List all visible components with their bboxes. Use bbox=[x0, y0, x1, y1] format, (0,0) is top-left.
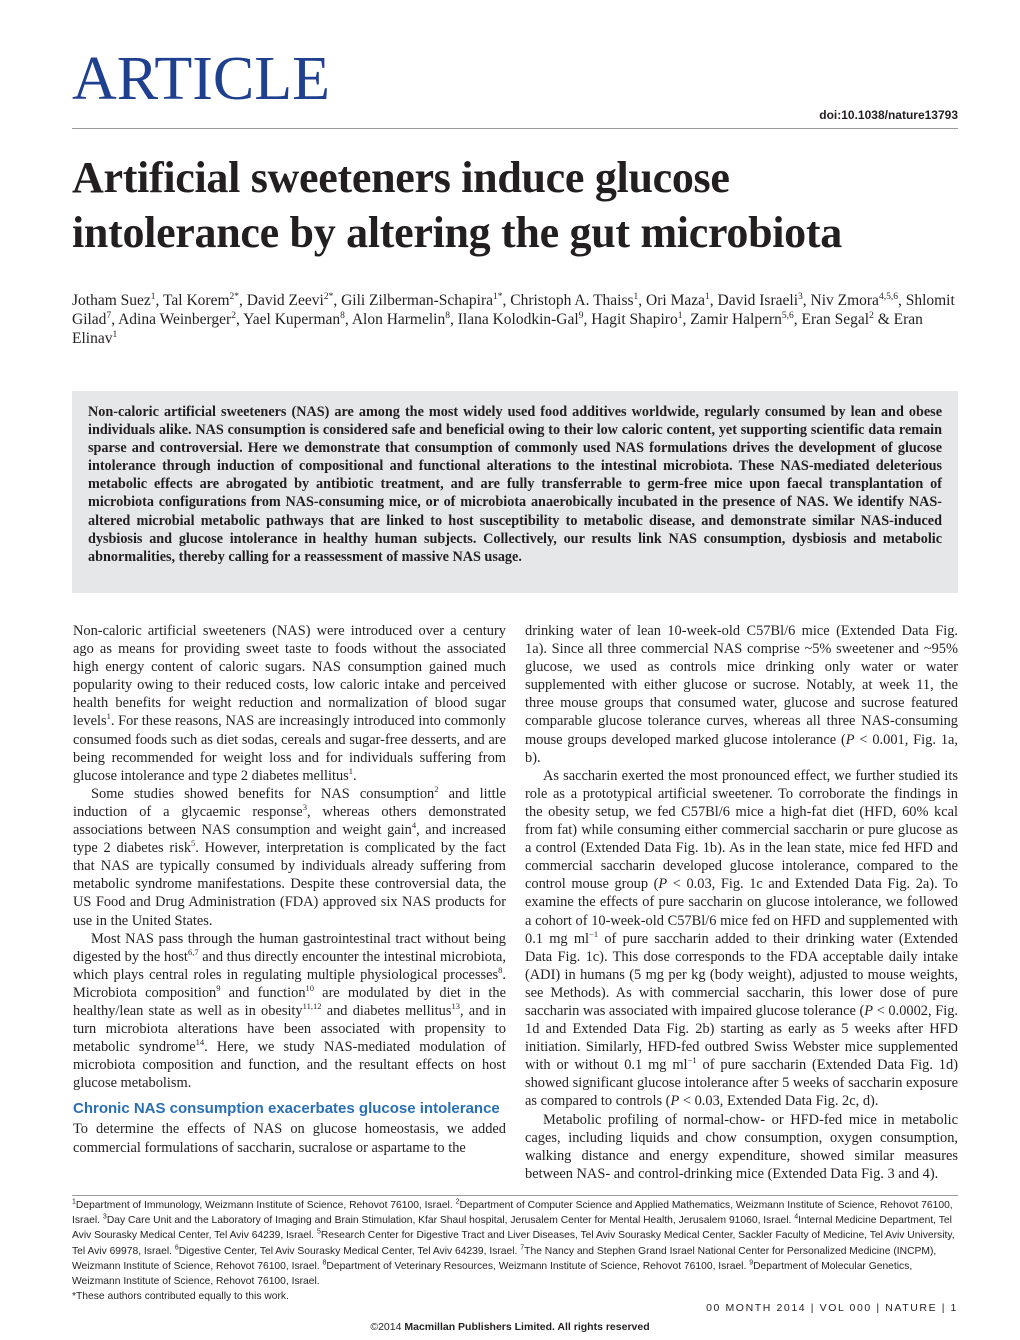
citation-ref[interactable]: 6,7 bbox=[187, 946, 199, 957]
copyright-text: Macmillan Publishers Limited. All rights reserved bbox=[404, 1321, 650, 1333]
header-divider bbox=[72, 128, 958, 129]
author-affiliation-ref: 1 bbox=[705, 291, 710, 302]
unit-exponent: −1 bbox=[589, 928, 599, 939]
citation-ref[interactable]: 8 bbox=[498, 964, 503, 975]
citation-ref[interactable]: 3 bbox=[302, 802, 307, 813]
title-line-1: Artificial sweeteners induce glucose bbox=[72, 153, 730, 202]
paragraph: Most NAS pass through the human gastrointestinal tract without being digested by the host$^{6,7}$ and thus directly encounter the intestinal microbiota, which plays central roles in regulating multiple physiological processes$^8$. Microbiota composition$^9$ and function$^{10}$ are modulated by diet in the healthy/lean state as well as in obesity$^{11,12}$ and diabetes mellitus$^{13}$, and in turn microbiota alterations have been associated with propensity to metabolic syndrome$^{14}$. Here, we study NAS-mediated modulation of microbiota composition and function, and the resultant effects on host glucose metabolism. bbox=[73, 930, 507, 1092]
author-affiliation-ref: 7 bbox=[106, 310, 112, 321]
equal-contribution-note: *These authors contributed equally to this work. bbox=[72, 1291, 289, 1303]
affiliation-text: The Nancy and Stephen Grand Israel National Center for Personalized Medicine (INCPM), Weizmann Institute of Science, Rehovot 76100, Israel. bbox=[72, 1245, 937, 1272]
page-footer-issue: 00 MONTH 2014 | VOL 000 | NATURE | 1 bbox=[706, 1302, 958, 1314]
paragraph: Metabolic profiling of normal-chow- or HFD-fed mice in metabolic cages, including liquids and chow consumption, oxygen consumption, walking distance and energy expenditure, showed similar measures between NAS- and control-drinking mice (Extended Data Fig. 3 and 4). bbox=[525, 1111, 958, 1182]
abstract-box bbox=[72, 391, 958, 593]
author-affiliation-ref: 1 bbox=[150, 291, 156, 302]
author-name[interactable]: Ori Maza bbox=[646, 292, 706, 309]
author-name[interactable]: Tal Korem bbox=[163, 292, 230, 309]
author-name[interactable]: Yael Kuperman bbox=[243, 311, 341, 328]
author-name[interactable]: Ilana Kolodkin-Gal bbox=[457, 311, 579, 328]
citation-ref[interactable]: 5 bbox=[191, 838, 196, 849]
author-name[interactable]: Christoph A. Thaiss bbox=[510, 292, 634, 309]
author-name[interactable]: Gili Zilberman-Schapira bbox=[341, 292, 493, 309]
affiliation-text: Research Center for Digestive Tract and Liver Diseases, Tel Aviv Sourasky Medical Center, Sackler Faculty of Medicine, Tel Aviv University, Tel Aviv 69978, Israel. bbox=[72, 1230, 955, 1257]
copyright-notice bbox=[0, 1321, 1020, 1333]
author-affiliation-ref: 5,6 bbox=[781, 310, 794, 321]
affiliation-text: Internal Medicine Department, Tel Aviv Sourasky Medical Center, Tel Aviv 64239, Israel. bbox=[72, 1215, 952, 1242]
author-affiliation-ref: 3 bbox=[798, 291, 803, 302]
citation-ref[interactable]: 1 bbox=[348, 765, 353, 776]
affiliation-number: 3 bbox=[102, 1213, 107, 1221]
author-affiliation-ref: 2* bbox=[323, 291, 334, 302]
affiliation-text: Department of Computer Science and Applied Mathematics, Weizmann Institute of Science, Rehovot 76100, Israel. bbox=[72, 1200, 953, 1227]
affiliation-number: 2 bbox=[455, 1198, 460, 1206]
paragraph: As saccharin exerted the most pronounced effect, we further studied its role as a prototypical artificial sweetener. To corroborate the findings in the obesity setup, we fed C57Bl/6 mice a high-fat diet (HFD, 60% kcal from fat) while consuming either commercial saccharin or pure glucose as a control (Extended Data Fig. 1b). As in the lean state, mice fed HFD and commercial saccharin developed glucose intolerance, compared to the control mouse group (P < 0.03, Fig. 1c and Extended Data Fig. 2a). To examine the effects of pure saccharin on glucose intolerance, we followed a cohort of 10-week-old C57Bl/6 mice fed on HFD and supplemented with 0.1 mg $ml^{-1}$ of pure saccharin added to their drinking water (Extended Data Fig. 1c). This dose corresponds to the FDA acceptable daily intake (ADI) in humans (5 mg per kg (body weight), adjusted to mouse weights, see Methods). As with commercial saccharin, this lower dose of pure saccharin was associated with impaired glucose tolerance (P < 0.0002, Fig. 1d and Extended Data Fig. 2b) starting as early as 5 weeks after HFD initiation. Similarly, HFD-fed outbred Swiss Webster mice supplemented with or without 0.1 mg $ml^{-1}$ of pure saccharin (Extended Data Fig. 1d) showed significant glucose intolerance after 5 weeks of saccharin exposure as compared to controls (P < 0.03, Extended Data Fig. 2c, d). bbox=[525, 767, 958, 1110]
author-name[interactable]: Eran Elinav bbox=[72, 311, 923, 347]
abstract-text: Non-caloric artificial sweeteners (NAS) are among the most widely used food additives worldwide, regularly consumed by lean and obese individuals alike. NAS consumption is considered safe and beneficial owing to their low caloric content, yet supporting scientific data remain sparse and controversial. Here we demonstrate that consumption of commonly used NAS formulations drives the development of glucose intolerance through induction of compositional and functional alterations to the intestinal microbiota. These NAS-mediated deleterious metabolic effects are abrogated by antibiotic treatment, and are fully transferrable to germ-free mice upon faecal transplantation of microbiota configurations from NAS-consuming mice, or of microbiota anaerobically incubated in the presence of NAS. We identify NAS-altered microbial metabolic pathways that are linked to host susceptibility to metabolic disease, and demonstrate similar NAS-induced dysbiosis and glucose intolerance in healthy human subjects. Collectively, our results link NAS consumption, dysbiosis and metabolic abnormalities, thereby calling for a reassessment of massive NAS usage. bbox=[88, 404, 942, 565]
citation-ref[interactable]: 2 bbox=[434, 784, 439, 795]
author-affiliation-ref: 2 bbox=[231, 310, 236, 321]
copyright-year: ©2014 bbox=[370, 1321, 405, 1333]
author-name[interactable]: Jotham Suez bbox=[72, 292, 151, 309]
author-affiliation-ref: 9 bbox=[578, 310, 584, 321]
citation-ref[interactable]: 13 bbox=[451, 1001, 460, 1012]
affiliation-text: Department of Immunology, Weizmann Institute of Science, Rehovot 76100, Israel. bbox=[75, 1200, 456, 1211]
author-name[interactable]: David Israeli bbox=[717, 292, 798, 309]
author-name[interactable]: Hagit Shapiro bbox=[591, 311, 678, 328]
affiliation-list bbox=[72, 1200, 955, 1287]
affiliation-number: 5 bbox=[316, 1228, 321, 1236]
citation-ref[interactable]: 14 bbox=[195, 1037, 205, 1048]
affiliations bbox=[72, 1198, 960, 1304]
citation-ref[interactable]: 1 bbox=[106, 711, 111, 722]
affiliation-number: 7 bbox=[520, 1244, 525, 1252]
author-name[interactable]: Adina Weinberger bbox=[118, 311, 232, 328]
affiliation-number: 8 bbox=[322, 1259, 327, 1267]
footnote-divider bbox=[72, 1195, 958, 1196]
author-name[interactable]: Eran Segal bbox=[801, 311, 870, 328]
author-affiliation-ref: 1 bbox=[633, 291, 639, 302]
affiliation-number: 4 bbox=[794, 1213, 799, 1221]
citation-ref[interactable]: 9 bbox=[216, 983, 221, 994]
body-column-left bbox=[73, 622, 506, 1157]
author-affiliation-ref: 1 bbox=[677, 310, 683, 321]
doi[interactable]: doi:10.1038/nature13793 bbox=[819, 108, 958, 122]
unit-exponent: −1 bbox=[687, 1055, 697, 1066]
author-affiliation-ref: 1* bbox=[493, 291, 503, 302]
p-value-symbol: P bbox=[864, 1002, 874, 1019]
author-affiliation-ref: 4,5,6 bbox=[878, 291, 898, 302]
paragraph: Non-caloric artificial sweeteners (NAS) were introduced over a century ago as means for providing sweet taste to foods without the associated high energy content of caloric sugars. NAS consumption gained much popularity owing to their reduced costs, low caloric intake and perceived health benefits for weight reduction and normalization of blood sugar levels$^1$. For these reasons, NAS are increasingly introduced into commonly consumed foods such as diet sodas, cereals and sugar-free desserts, and are being recommended for weight loss and for individuals suffering from glucose intolerance and type 2 diabetes mellitus$^1$. bbox=[73, 623, 506, 784]
article-type-label: ARTICLE bbox=[72, 45, 331, 113]
citation-ref[interactable]: 11,12 bbox=[302, 1001, 322, 1012]
author-name[interactable]: Zamir Halpern bbox=[690, 311, 782, 328]
affiliation-text: Department of Veterinary Resources, Weizmann Institute of Science, Rehovot 76100, Israel. bbox=[326, 1260, 750, 1272]
author-affiliation-ref: 2* bbox=[229, 291, 240, 302]
author-affiliation-ref: 1 bbox=[112, 329, 118, 340]
author-name[interactable]: David Zeevi bbox=[246, 292, 324, 309]
section-heading: Chronic NAS consumption exacerbates glucose intolerance bbox=[73, 1100, 500, 1118]
title-line-2: intolerance by altering the gut microbiota bbox=[72, 208, 842, 257]
paragraph: Some studies showed benefits for NAS consumption$^2$ and little induction of a glycaemic response$^3$, whereas others demonstrated associations between NAS consumption and weight gain$^4$, and increased type 2 diabetes risk$^5$. However, interpretation is complicated by the fact that NAS are typically consumed by individuals already suffering from metabolic syndrome manifestations. Despite these controversial data, the US Food and Drug Administration (FDA) approved six NAS products for use in the United States. bbox=[73, 784, 507, 929]
citation-ref[interactable]: 4 bbox=[411, 820, 417, 831]
affiliation-text: Digestive Center, Tel Aviv Sourasky Medical Center, Tel Aviv 64239, Israel. bbox=[178, 1245, 521, 1257]
author-affiliation-ref: 2 bbox=[869, 310, 874, 321]
author-list: Jotham Suez$^1$, Tal Korem$^{2*}$, David Zeevi$^{2*}$, Gili Zilberman-Schapira$^{1*}$, Christoph A. Thaiss$^1$, Ori Maza$^1$, David Israeli$^3$, Niv Zmora$^{4,5,6}$, Shlomit Gilad$^7$, Adina Weinberger$^2$, Yael Kuperman$^8$, Alon Harmelin$^8$, Ilana Kolodkin-Gal$^9$, Hagit Shapiro$^1$, Zamir Halpern$^{5,6}$, Eran Segal$^2$ & Eran Elinav$^1$ bbox=[72, 291, 955, 347]
paragraph: To determine the effects of NAS on glucose homeostasis, we added commercial formulations of saccharin, sucralose or aspartame to the bbox=[73, 1121, 506, 1156]
author-name[interactable]: Shlomit Gilad bbox=[72, 292, 955, 328]
author-affiliation-ref: 8 bbox=[340, 310, 345, 321]
author-affiliation-ref: 8 bbox=[445, 310, 450, 321]
p-value-symbol: P bbox=[670, 1093, 680, 1110]
author-name[interactable]: Alon Harmelin bbox=[351, 311, 446, 328]
affiliation-number: 6 bbox=[174, 1244, 179, 1252]
affiliation-number: 9 bbox=[749, 1259, 754, 1267]
p-value-symbol: P bbox=[658, 876, 668, 893]
affiliation-number: 1 bbox=[72, 1198, 76, 1206]
article-title bbox=[72, 150, 972, 260]
body-column-right bbox=[525, 622, 958, 1183]
affiliation-text: Day Care Unit and the Laboratory of Imaging and Brain Stimulation, Kfar Shaul hospital, Jerusalem Center for Mental Health, Jerusalem 91060, Israel. bbox=[106, 1215, 795, 1227]
paragraph: drinking water of lean 10-week-old C57Bl/6 mice (Extended Data Fig. 1a). Since all three commercial NAS comprise ~5% sweetener and ~95% glucose, we used as controls mice drinking only water or water supplemented with either glucose or sucrose. Notably, at week 11, the three mouse groups that consumed water, glucose and sucrose featured comparable glucose tolerance curves, whereas all three NAS-consuming mouse groups developed marked glucose intolerance (P < 0.001, Fig. 1a, b). bbox=[525, 623, 958, 766]
p-value-symbol: P bbox=[845, 731, 855, 748]
affiliation-text: Department of Molecular Genetics, Weizmann Institute of Science, Rehovot 76100, Israel. bbox=[72, 1260, 913, 1288]
citation-ref[interactable]: 10 bbox=[305, 983, 315, 994]
author-name[interactable]: Niv Zmora bbox=[810, 292, 879, 309]
